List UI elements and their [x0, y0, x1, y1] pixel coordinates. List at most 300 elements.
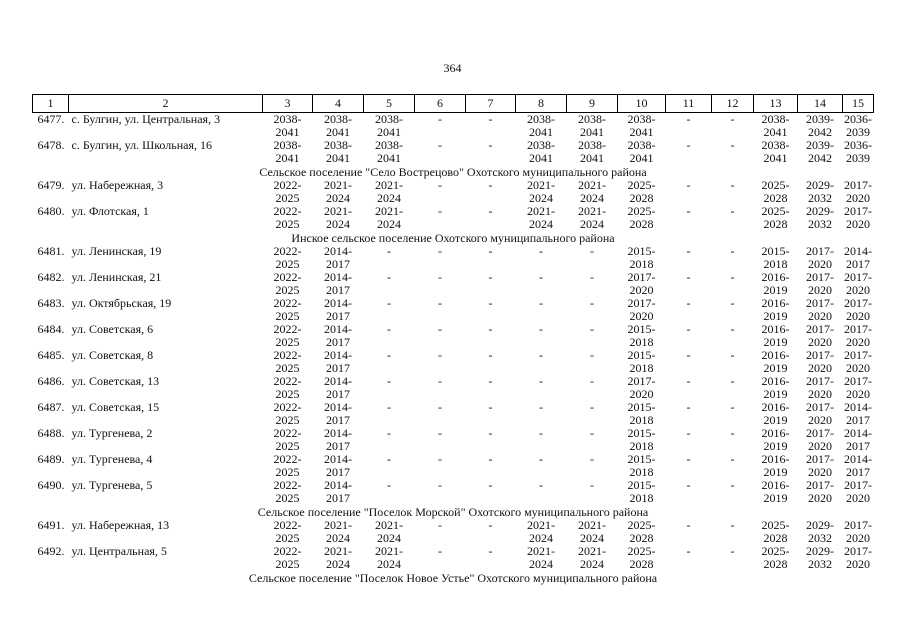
period-cell	[666, 349, 712, 375]
period-start: 2014-	[844, 452, 872, 466]
period-end: 2028	[629, 530, 654, 545]
empty-mark: -	[488, 178, 493, 192]
period-cell	[364, 205, 415, 231]
period-start: 2038-	[578, 138, 606, 152]
row-number: 6490.	[37, 478, 65, 492]
period-cell	[843, 323, 874, 349]
empty-mark: -	[539, 244, 543, 258]
empty-mark: -	[686, 244, 691, 258]
row-number: 6484.	[37, 322, 65, 336]
empty-mark: -	[686, 204, 691, 218]
period-end: 2042	[808, 124, 832, 139]
period-cell	[415, 113, 466, 140]
period-cell	[618, 179, 666, 205]
period-start: 2017-	[806, 270, 834, 284]
empty-mark: -	[438, 296, 442, 310]
period-cell	[567, 401, 618, 427]
period-end: 2028	[629, 556, 654, 571]
period-end: 2024	[377, 530, 401, 545]
table-row	[33, 179, 874, 205]
period-end: 2019	[763, 386, 788, 401]
address-cell: ул. Набережная, 3	[71, 178, 164, 192]
period-start: 2022-	[273, 178, 302, 192]
empty-mark: -	[686, 478, 691, 492]
table-row	[33, 349, 874, 375]
table-row	[33, 427, 874, 453]
row-number: 6487.	[37, 400, 65, 414]
period-cell	[516, 519, 567, 545]
column-header: 6	[415, 95, 466, 113]
period-end: 2028	[629, 190, 654, 205]
period-end: 2020	[808, 308, 832, 323]
period-cell	[843, 401, 874, 427]
empty-mark: -	[488, 138, 493, 152]
period-start: 2039-	[806, 112, 834, 126]
address-cell: ул. Тургенева, 4	[71, 452, 153, 466]
period-end: 2024	[377, 216, 401, 231]
period-start: 2022-	[273, 400, 302, 414]
period-end: 2042	[808, 150, 832, 165]
period-cell	[712, 479, 754, 505]
period-end: 2024	[529, 530, 553, 545]
row-number: 6485.	[37, 348, 65, 362]
table-row	[33, 401, 874, 427]
column-header: 15	[843, 95, 874, 113]
period-end: 2018	[629, 490, 654, 505]
period-cell	[798, 245, 843, 271]
period-cell	[263, 271, 313, 297]
period-cell	[263, 545, 313, 571]
period-cell	[567, 349, 618, 375]
row-number: 6480.	[37, 204, 65, 218]
period-cell	[516, 297, 567, 323]
period-start: 2022-	[273, 374, 302, 388]
period-cell	[754, 271, 798, 297]
period-start: 2038-	[324, 138, 352, 152]
empty-mark: -	[438, 348, 442, 362]
empty-mark: -	[730, 452, 735, 466]
period-cell	[567, 479, 618, 505]
period-end: 2028	[763, 556, 788, 571]
row-number: 6481.	[37, 244, 65, 258]
period-end: 2028	[629, 216, 654, 231]
period-cell	[798, 297, 843, 323]
period-start: 2021-	[527, 178, 555, 192]
empty-mark: -	[488, 544, 493, 558]
period-cell	[567, 453, 618, 479]
period-cell	[666, 113, 712, 140]
period-cell	[798, 205, 843, 231]
period-end: 2024	[326, 190, 350, 205]
period-end: 2020	[808, 438, 832, 453]
period-end: 2025	[275, 282, 300, 297]
period-end: 2041	[763, 150, 788, 165]
empty-mark: -	[387, 400, 391, 414]
period-start: 2022-	[273, 322, 302, 336]
period-end: 2039	[846, 124, 870, 139]
period-cell	[567, 139, 618, 165]
period-cell	[263, 479, 313, 505]
period-cell	[466, 245, 516, 271]
period-cell	[415, 323, 466, 349]
table-row	[33, 297, 874, 323]
period-start: 2014-	[324, 270, 352, 284]
table-row	[33, 323, 874, 349]
column-header: 2	[69, 95, 263, 113]
period-start: 2029-	[806, 178, 834, 192]
period-start: 2025-	[627, 518, 656, 532]
empty-mark: -	[686, 322, 691, 336]
period-start: 2017-	[806, 322, 834, 336]
period-cell	[754, 179, 798, 205]
period-cell	[754, 139, 798, 165]
period-cell	[843, 453, 874, 479]
period-cell	[313, 113, 364, 140]
period-cell	[516, 545, 567, 571]
period-end: 2019	[763, 438, 788, 453]
period-cell	[466, 297, 516, 323]
section-heading-row	[33, 505, 874, 519]
period-end: 2032	[808, 190, 832, 205]
empty-mark: -	[488, 374, 493, 388]
section-heading: Сельское поселение "Поселок Новое Устье" Охотского муниципального района	[248, 571, 658, 585]
period-end: 2020	[808, 412, 832, 427]
empty-mark: -	[539, 270, 543, 284]
period-start: 2017-	[806, 244, 834, 258]
period-start: 2038-	[627, 138, 656, 152]
period-cell	[618, 479, 666, 505]
period-cell	[263, 297, 313, 323]
period-end: 2041	[529, 124, 553, 139]
empty-mark: -	[438, 426, 442, 440]
period-cell	[516, 349, 567, 375]
period-cell	[313, 179, 364, 205]
column-header: 4	[313, 95, 364, 113]
period-start: 2022-	[273, 518, 302, 532]
period-end: 2039	[846, 150, 870, 165]
column-header: 14	[798, 95, 843, 113]
period-start: 2021-	[375, 518, 403, 532]
section-heading-row	[33, 231, 874, 245]
period-start: 2025-	[627, 178, 656, 192]
empty-mark: -	[730, 478, 735, 492]
period-end: 2019	[763, 490, 788, 505]
period-cell	[618, 401, 666, 427]
period-end: 2041	[763, 124, 788, 139]
period-cell	[754, 113, 798, 140]
period-cell	[466, 323, 516, 349]
empty-mark: -	[539, 400, 543, 414]
period-start: 2014-	[324, 296, 352, 310]
empty-mark: -	[686, 452, 691, 466]
empty-mark: -	[438, 518, 442, 532]
period-cell	[843, 139, 874, 165]
empty-mark: -	[730, 426, 735, 440]
period-start: 2017-	[806, 296, 834, 310]
period-cell	[618, 453, 666, 479]
period-end: 2025	[275, 190, 300, 205]
period-end: 2019	[763, 412, 788, 427]
period-cell	[516, 271, 567, 297]
period-start: 2017-	[844, 544, 872, 558]
row-number: 6491.	[37, 518, 65, 532]
period-start: 2038-	[578, 112, 606, 126]
data-table	[32, 94, 874, 585]
column-header: 12	[712, 95, 754, 113]
empty-mark: -	[686, 348, 691, 362]
period-cell	[364, 453, 415, 479]
period-start: 2016-	[761, 426, 790, 440]
empty-mark: -	[590, 400, 594, 414]
address-cell: ул. Ленинская, 19	[71, 244, 162, 258]
period-end: 2024	[326, 216, 350, 231]
period-start: 2017-	[806, 400, 834, 414]
empty-mark: -	[730, 400, 735, 414]
period-cell	[843, 271, 874, 297]
period-cell	[712, 349, 754, 375]
period-cell	[415, 375, 466, 401]
period-cell	[712, 179, 754, 205]
period-cell	[313, 139, 364, 165]
period-cell	[754, 245, 798, 271]
period-cell	[618, 519, 666, 545]
period-end: 2041	[326, 124, 350, 139]
period-cell	[754, 519, 798, 545]
period-end: 2025	[275, 386, 300, 401]
period-cell	[567, 245, 618, 271]
empty-mark: -	[590, 478, 594, 492]
period-cell	[618, 545, 666, 571]
period-start: 2022-	[273, 244, 302, 258]
period-end: 2018	[629, 360, 654, 375]
period-cell	[843, 375, 874, 401]
period-cell	[516, 245, 567, 271]
empty-mark: -	[686, 544, 691, 558]
period-end: 2017	[326, 360, 350, 375]
period-cell	[466, 479, 516, 505]
period-start: 2017-	[844, 478, 872, 492]
period-start: 2015-	[627, 348, 656, 362]
period-start: 2021-	[578, 544, 606, 558]
period-cell	[263, 427, 313, 453]
period-cell	[666, 323, 712, 349]
period-cell	[466, 545, 516, 571]
period-cell	[798, 139, 843, 165]
period-cell	[618, 139, 666, 165]
period-start: 2038-	[527, 138, 555, 152]
period-cell	[415, 545, 466, 571]
period-cell	[313, 297, 364, 323]
period-end: 2017	[326, 386, 350, 401]
period-cell	[313, 349, 364, 375]
period-end: 2028	[763, 530, 788, 545]
table-row	[33, 375, 874, 401]
period-end: 2024	[377, 190, 401, 205]
period-end: 2025	[275, 308, 300, 323]
period-end: 2024	[529, 216, 553, 231]
period-start: 2021-	[324, 518, 352, 532]
period-start: 2016-	[761, 452, 790, 466]
period-cell	[415, 519, 466, 545]
empty-mark: -	[438, 178, 442, 192]
period-cell	[364, 323, 415, 349]
table-row	[33, 205, 874, 231]
period-cell	[754, 205, 798, 231]
period-start: 2014-	[324, 452, 352, 466]
address-cell: ул. Тургенева, 5	[71, 478, 153, 492]
period-end: 2020	[846, 216, 870, 231]
period-end: 2024	[580, 530, 604, 545]
period-cell	[843, 113, 874, 140]
address-cell: ул. Октябрьская, 19	[71, 296, 172, 310]
period-end: 2028	[763, 190, 788, 205]
period-end: 2019	[763, 360, 788, 375]
period-cell	[263, 179, 313, 205]
period-start: 2038-	[527, 112, 555, 126]
row-number: 6478.	[37, 138, 65, 152]
period-cell	[798, 479, 843, 505]
period-end: 2020	[846, 282, 870, 297]
period-start: 2021-	[527, 204, 555, 218]
period-end: 2020	[808, 386, 832, 401]
period-start: 2016-	[761, 348, 790, 362]
empty-mark: -	[488, 426, 493, 440]
period-cell	[313, 271, 364, 297]
period-start: 2022-	[273, 204, 302, 218]
period-cell	[567, 427, 618, 453]
empty-mark: -	[438, 204, 442, 218]
period-end: 2041	[377, 150, 401, 165]
period-end: 2041	[529, 150, 553, 165]
period-cell	[415, 427, 466, 453]
empty-mark: -	[686, 112, 691, 126]
period-end: 2025	[275, 216, 300, 231]
period-cell	[712, 245, 754, 271]
period-start: 2025-	[761, 178, 790, 192]
address-cell: с. Булгин, ул. Центральная, 3	[71, 112, 221, 126]
period-cell	[415, 179, 466, 205]
period-end: 2020	[808, 282, 832, 297]
period-cell	[516, 427, 567, 453]
period-end: 2020	[846, 190, 870, 205]
empty-mark: -	[730, 322, 735, 336]
period-cell	[263, 323, 313, 349]
empty-mark: -	[686, 400, 691, 414]
period-start: 2022-	[273, 478, 302, 492]
period-cell	[754, 401, 798, 427]
period-cell	[516, 113, 567, 140]
period-cell	[798, 349, 843, 375]
period-cell	[567, 323, 618, 349]
period-end: 2017	[326, 334, 350, 349]
period-cell	[712, 139, 754, 165]
empty-mark: -	[590, 244, 594, 258]
address-cell: ул. Ленинская, 21	[71, 270, 162, 284]
period-cell	[712, 453, 754, 479]
empty-mark: -	[488, 270, 493, 284]
period-cell	[618, 297, 666, 323]
empty-mark: -	[387, 452, 391, 466]
period-start: 2036-	[844, 112, 872, 126]
period-start: 2025-	[761, 544, 790, 558]
period-start: 2021-	[324, 178, 352, 192]
period-start: 2014-	[324, 348, 352, 362]
period-start: 2017-	[806, 478, 834, 492]
period-cell	[712, 545, 754, 571]
period-end: 2020	[629, 308, 654, 323]
table-body	[33, 113, 874, 586]
empty-mark: -	[488, 452, 493, 466]
page-number: 364	[443, 61, 462, 75]
period-cell	[666, 427, 712, 453]
period-cell	[466, 271, 516, 297]
period-end: 2032	[808, 530, 832, 545]
period-start: 2021-	[375, 178, 403, 192]
period-start: 2014-	[324, 426, 352, 440]
period-cell	[843, 479, 874, 505]
row-number: 6482.	[37, 270, 65, 284]
column-header: 13	[754, 95, 798, 113]
period-end: 2020	[846, 386, 870, 401]
column-header: 1	[33, 95, 69, 113]
empty-mark: -	[387, 322, 391, 336]
period-start: 2016-	[761, 374, 790, 388]
period-start: 2021-	[324, 204, 352, 218]
period-cell	[415, 297, 466, 323]
row-number: 6486.	[37, 374, 65, 388]
period-cell	[798, 375, 843, 401]
empty-mark: -	[730, 244, 735, 258]
period-end: 2020	[808, 464, 832, 479]
empty-mark: -	[730, 112, 735, 126]
period-end: 2017	[846, 464, 870, 479]
empty-mark: -	[539, 348, 543, 362]
period-cell	[843, 179, 874, 205]
period-cell	[466, 453, 516, 479]
empty-mark: -	[730, 204, 735, 218]
period-cell	[712, 375, 754, 401]
period-end: 2019	[763, 334, 788, 349]
period-end: 2019	[763, 464, 788, 479]
period-cell	[618, 349, 666, 375]
section-heading: Сельское поселение "Село Вострецово" Охотского муниципального района	[259, 165, 647, 179]
period-start: 2022-	[273, 348, 302, 362]
empty-mark: -	[590, 270, 594, 284]
period-start: 2014-	[324, 478, 352, 492]
period-cell	[263, 401, 313, 427]
period-end: 2020	[846, 490, 870, 505]
period-start: 2021-	[578, 178, 606, 192]
period-cell	[415, 139, 466, 165]
empty-mark: -	[488, 478, 493, 492]
empty-mark: -	[438, 400, 442, 414]
period-start: 2025-	[627, 204, 656, 218]
period-cell	[263, 113, 313, 140]
period-cell	[843, 205, 874, 231]
period-cell	[712, 427, 754, 453]
period-start: 2038-	[761, 138, 790, 152]
period-cell	[666, 205, 712, 231]
period-end: 2024	[580, 556, 604, 571]
period-start: 2021-	[527, 518, 555, 532]
period-cell	[415, 271, 466, 297]
period-end: 2024	[326, 556, 350, 571]
period-cell	[516, 323, 567, 349]
period-cell	[313, 427, 364, 453]
empty-mark: -	[539, 296, 543, 310]
period-end: 2041	[326, 150, 350, 165]
empty-mark: -	[730, 518, 735, 532]
